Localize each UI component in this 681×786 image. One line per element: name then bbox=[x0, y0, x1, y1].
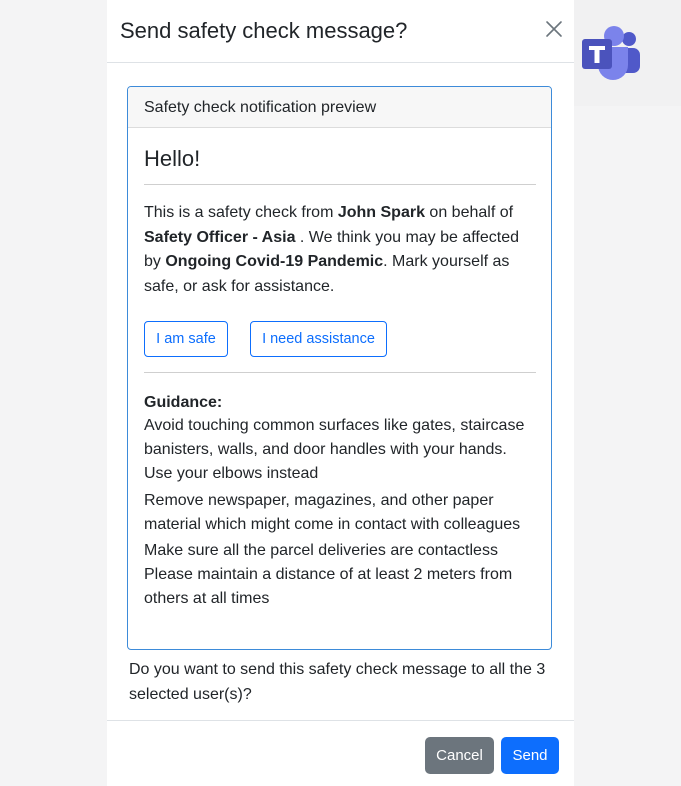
cancel-button[interactable]: Cancel bbox=[425, 737, 494, 774]
message-text: on behalf of bbox=[424, 204, 514, 221]
close-icon bbox=[544, 19, 564, 39]
divider bbox=[144, 372, 536, 373]
guidance-list bbox=[144, 414, 539, 614]
message-text: . We think you may be affected by bbox=[144, 228, 519, 270]
guidance-item: Remove newspaper, magazines, and other paper material which might come in contact with colleagues bbox=[144, 491, 521, 533]
guidance-item: Avoid touching common surfaces like gates, staircase banisters, walls, and door handles with your hands. Use your elbows instead bbox=[144, 417, 525, 483]
need-assistance-button[interactable]: I need assistance bbox=[250, 321, 387, 357]
card-header-label: Safety check notification preview bbox=[144, 99, 377, 116]
confirmation-text: Do you want to send this safety check message to all the 3 selected user(s)? bbox=[129, 661, 546, 703]
greeting-text: Hello! bbox=[144, 146, 201, 171]
guidance-heading: Guidance: bbox=[144, 394, 223, 411]
message-text: This is a safety check from bbox=[144, 204, 338, 221]
sender-name: John Spark bbox=[337, 204, 425, 221]
guidance-item: Please maintain a distance of at least 2 meters from others at all times bbox=[144, 566, 513, 608]
send-button[interactable]: Send bbox=[501, 737, 559, 774]
safety-check-dialog bbox=[107, 0, 574, 786]
card-header bbox=[128, 87, 551, 128]
dialog-title: Send safety check message? bbox=[120, 18, 408, 43]
microsoft-teams-icon bbox=[580, 25, 642, 81]
safety-message bbox=[144, 201, 539, 299]
event-name: Ongoing Covid-19 Pandemic bbox=[165, 253, 384, 270]
message-text: . Mark yourself as safe, or ask for assistance. bbox=[144, 253, 510, 295]
footer-divider bbox=[107, 720, 574, 721]
divider bbox=[144, 184, 536, 185]
dialog-header bbox=[107, 0, 574, 63]
guidance-item: Make sure all the parcel deliveries are contactless bbox=[144, 542, 498, 560]
notification-preview-card bbox=[127, 86, 552, 650]
close-button[interactable] bbox=[544, 19, 564, 39]
i-am-safe-button[interactable]: I am safe bbox=[144, 321, 228, 357]
sender-role: Safety Officer - Asia bbox=[144, 228, 296, 246]
